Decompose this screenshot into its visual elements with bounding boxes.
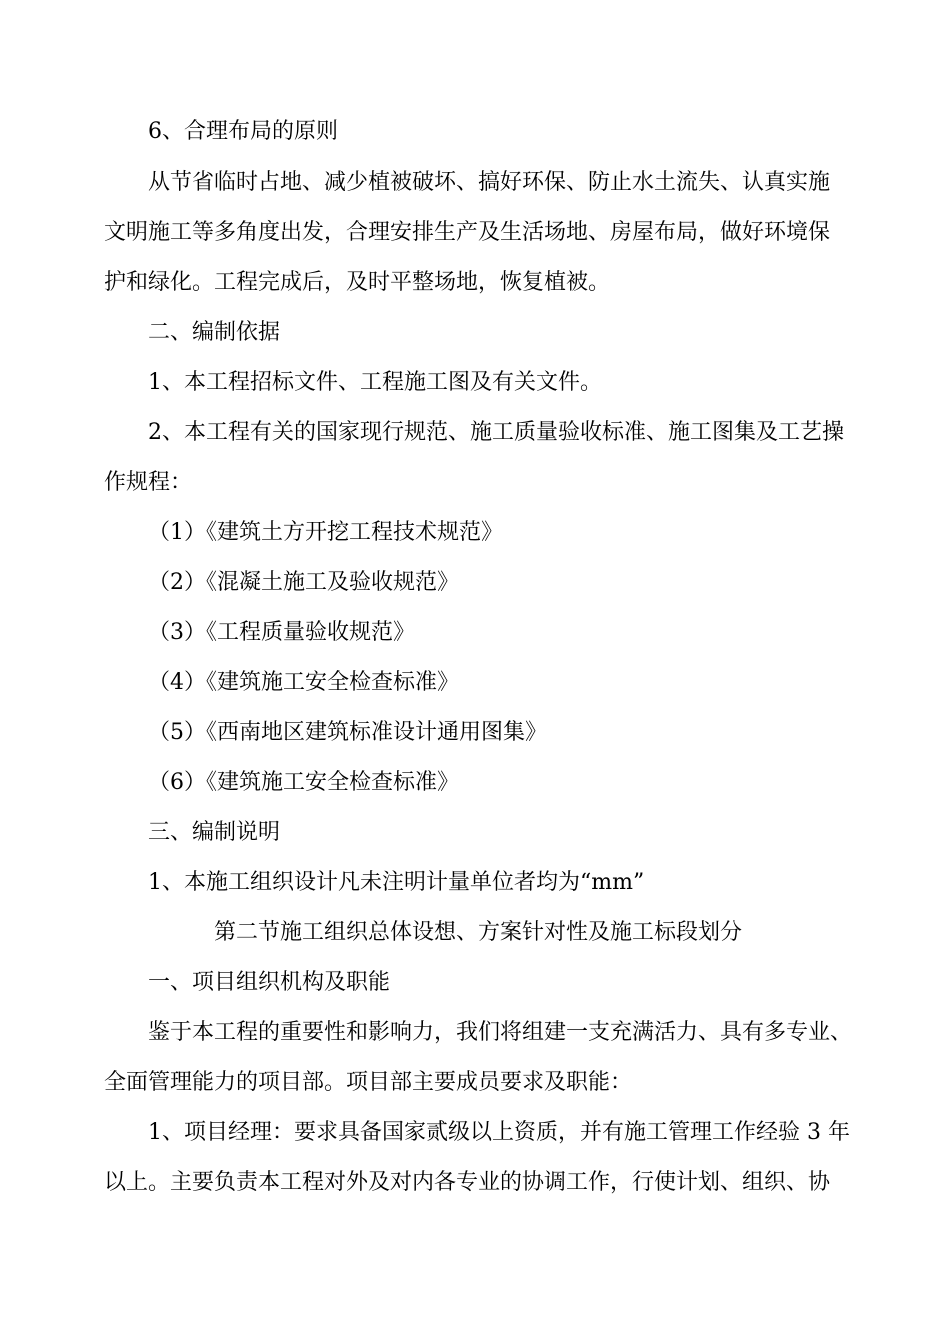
- paragraph-line: 1、项目经理：要求具备国家贰级以上资质，并有施工管理工作经验 3 年: [148, 1120, 850, 1145]
- section-heading-notes: 三、编制说明: [148, 820, 281, 845]
- paragraph-line: 1、本工程招标文件、工程施工图及有关文件。: [148, 370, 602, 395]
- paragraph-line: 作规程：: [104, 470, 193, 495]
- paragraph-line: 全面管理能力的项目部。项目部主要成员要求及职能：: [104, 1070, 633, 1095]
- list-item: （2）《混凝土施工及验收规范》: [148, 570, 459, 595]
- list-item: （3）《工程质量验收规范》: [148, 620, 415, 645]
- paragraph-line: 1、本施工组织设计凡未注明计量单位者均为“mm”: [148, 870, 645, 895]
- paragraph-line: 以上。主要负责本工程对外及对内各专业的协调工作，行使计划、组织、协: [104, 1170, 831, 1195]
- list-item: （1）《建筑土方开挖工程技术规范》: [148, 520, 503, 545]
- list-item: （6）《建筑施工安全检查标准》: [148, 770, 459, 795]
- list-item: （4）《建筑施工安全检查标准》: [148, 670, 459, 695]
- paragraph-line: 护和绿化。工程完成后，及时平整场地，恢复植被。: [104, 270, 611, 295]
- principle-6-heading: 6、合理布局的原则: [148, 119, 338, 144]
- section-heading-basis: 二、编制依据: [148, 320, 281, 345]
- paragraph-line: 鉴于本工程的重要性和影响力，我们将组建一支充满活力、具有多专业、: [148, 1020, 853, 1045]
- list-item: （5）《西南地区建筑标准设计通用图集》: [148, 720, 547, 745]
- paragraph-line: 从节省临时占地、减少植被破坏、搞好环保、防止水土流失、认真实施: [148, 170, 831, 195]
- paragraph-line: 2、本工程有关的国家现行规范、施工质量验收标准、施工图集及工艺操: [148, 420, 844, 445]
- paragraph-line: 文明施工等多角度出发，合理安排生产及生活场地、房屋布局，做好环境保: [104, 220, 831, 245]
- chapter-heading: 第二节施工组织总体设想、方案针对性及施工标段划分: [214, 920, 743, 945]
- section-heading-organization: 一、项目组织机构及职能: [148, 970, 391, 995]
